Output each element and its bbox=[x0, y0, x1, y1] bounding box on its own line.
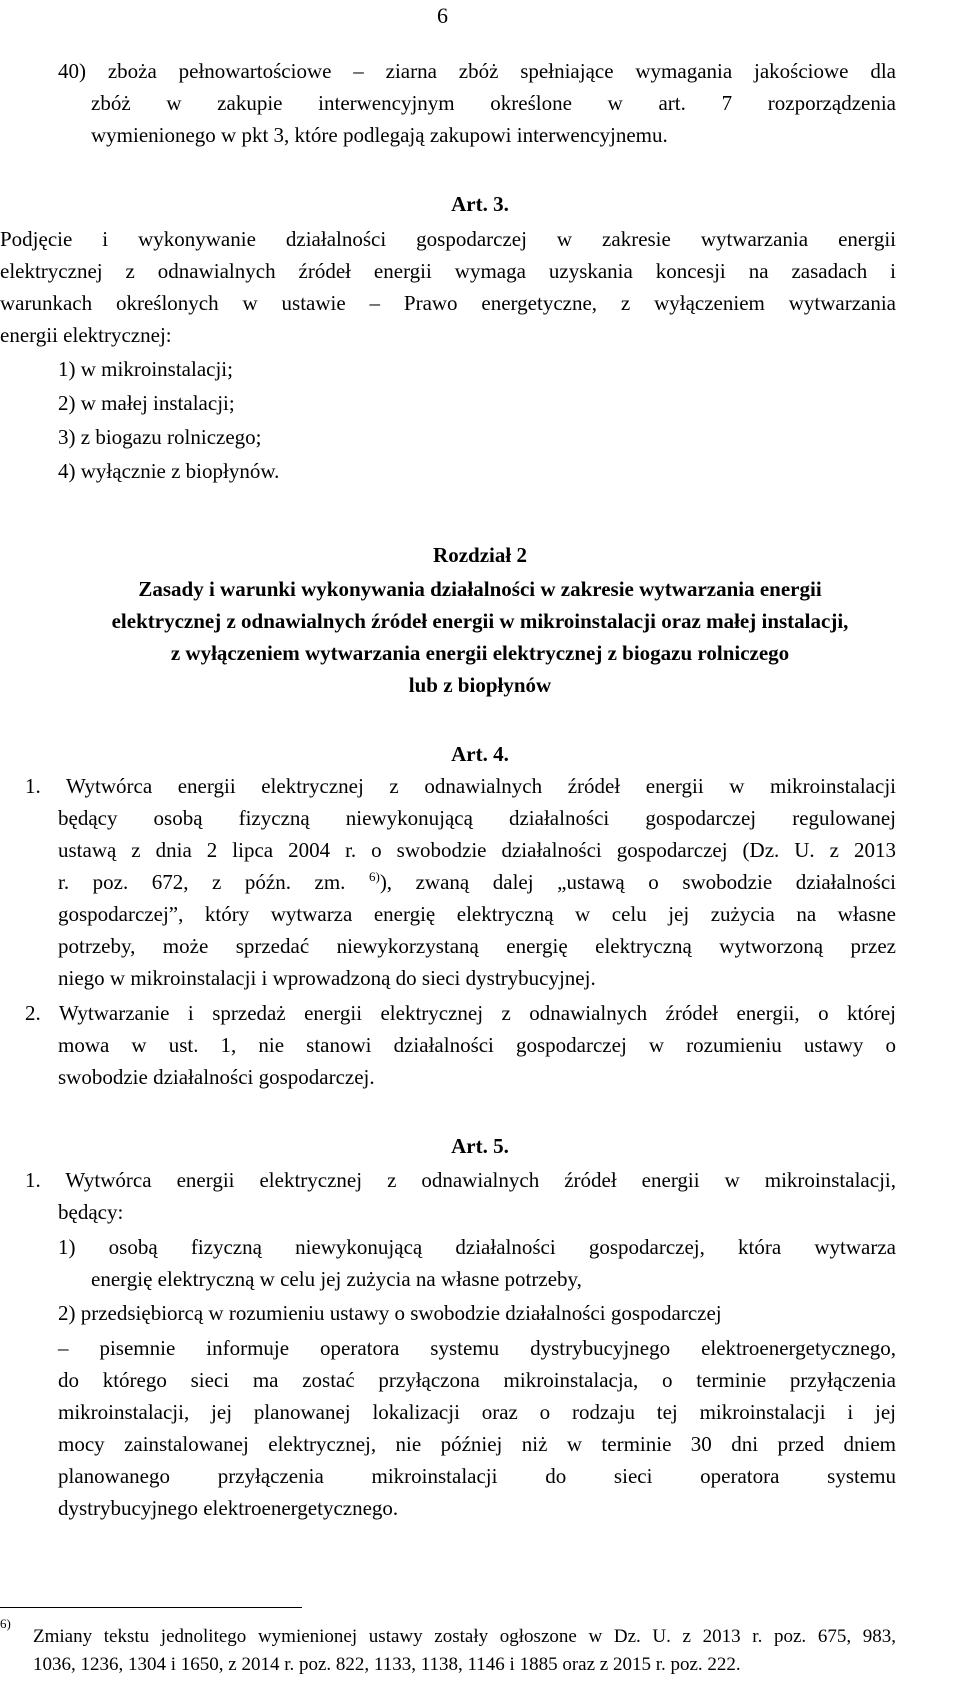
footnote-separator bbox=[0, 1607, 302, 1608]
chapter-label: Rozdział 2 bbox=[433, 543, 527, 567]
footnote-marker: 6) bbox=[0, 1616, 11, 1631]
article-4-p1-line-1: 1. Wytwórca energii elektrycznej z odnawialnych źródeł energii w mikroinstalacji bbox=[25, 774, 896, 798]
article-5-item-1-line-1: 1) osobą fizyczną niewykonującą działalności gospodarczej, która wytwarza bbox=[58, 1235, 896, 1259]
article-5-p1-line-2: będący: bbox=[58, 1200, 124, 1224]
article-5-item-1-line-2: energię elektryczną w celu jej zużycia na własne potrzeby, bbox=[91, 1267, 582, 1291]
chapter-title-line-2: elektrycznej z odnawialnych źródeł energii w mikroinstalacji oraz małej instalacji, bbox=[111, 609, 849, 633]
article-5-tail-line-2: do którego sieci ma zostać przyłączona mikroinstalacja, o terminie przyłączenia bbox=[58, 1368, 896, 1392]
page-number: 6 bbox=[437, 3, 448, 28]
article-4-p2-line-3: swobodzie działalności gospodarczej. bbox=[58, 1065, 375, 1089]
article-3-line-2: elektrycznej z odnawialnych źródeł energii wymaga uzyskania koncesji na zasadach i bbox=[0, 259, 896, 283]
article-5-tail-line-6: dystrybucyjnego elektroenergetycznego. bbox=[58, 1496, 399, 1520]
article-5-tail-line-1: – pisemnie informuje operatora systemu dystrybucyjnego elektroenergetycznego, bbox=[58, 1336, 896, 1360]
article-3-line-1: Podjęcie i wykonywanie działalności gospodarczej w zakresie wytwarzania energii bbox=[0, 227, 896, 251]
article-3-line-3: warunkach określonych w ustawie – Prawo energetyczne, z wyłączeniem wytwarzania bbox=[0, 291, 896, 315]
chapter-title-line-4: lub z biopłynów bbox=[408, 673, 552, 697]
article-5-tail-line-3: mikroinstalacji, jej planowanej lokalizacji oraz o rodzaju tej mikroinstalacji i jej bbox=[58, 1400, 896, 1424]
footnote-line-1: Zmiany tekstu jednolitego wymienionej ustawy zostały ogłoszone w Dz. U. z 2013 r. poz. 675, 983, bbox=[33, 1626, 896, 1647]
article-5-item-2-line-1: 2) przedsiębiorcą w rozumieniu ustawy o swobodzie działalności gospodarczej bbox=[58, 1301, 722, 1325]
chapter-title-line-1: Zasady i warunki wykonywania działalności w zakresie wytwarzania energii bbox=[138, 577, 822, 601]
footnote-line-2: 1036, 1236, 1304 i 1650, z 2014 r. poz. 822, 1133, 1138, 1146 i 1885 oraz z 2015 r. poz. 222. bbox=[33, 1654, 741, 1675]
article-4-p1-line-5: gospodarczej”, który wytwarza energię elektryczną w celu jej zużycia na własne bbox=[58, 902, 896, 926]
article-4-p2-line-1: 2. Wytwarzanie i sprzedaż energii elektrycznej z odnawialnych źródeł energii, o której bbox=[25, 1001, 896, 1025]
article-4-p1-line-6: potrzeby, może sprzedać niewykorzystaną energię elektryczną wytworzoną przez bbox=[58, 934, 896, 958]
article-4-p1-line-3: ustawą z dnia 2 lipca 2004 r. o swobodzie działalności gospodarczej (Dz. U. z 2013 bbox=[58, 838, 896, 862]
article-5-tail-line-4: mocy zainstalowanej elektrycznej, nie później niż w terminie 30 dni przed dniem bbox=[58, 1432, 896, 1456]
article-5-p1-line-1: 1. Wytwórca energii elektrycznej z odnawialnych źródeł energii w mikroinstalacji, bbox=[25, 1168, 896, 1192]
article-3-item-3: 3) z biogazu rolniczego; bbox=[58, 425, 262, 449]
article-5-tail-line-5: planowanego przyłączenia mikroinstalacji do sieci operatora systemu bbox=[58, 1464, 896, 1488]
point-40-line-3: wymienionego w pkt 3, które podlegają zakupowi interwencyjnemu. bbox=[91, 123, 668, 147]
article-3-item-4: 4) wyłącznie z biopłynów. bbox=[58, 459, 280, 483]
chapter-title-line-3: z wyłączeniem wytwarzania energii elektrycznej z biogazu rolniczego bbox=[170, 641, 790, 665]
point-40-line-1: 40) zboża pełnowartościowe – ziarna zbóż spełniające wymagania jakościowe dla bbox=[58, 59, 896, 83]
article-3-item-2: 2) w małej instalacji; bbox=[58, 391, 235, 415]
article-3-line-4: energii elektrycznej: bbox=[0, 323, 172, 347]
article-4-p2-line-2: mowa w ust. 1, nie stanowi działalności gospodarczej w rozumieniu ustawy o bbox=[58, 1033, 896, 1057]
article-4-heading: Art. 4. bbox=[451, 742, 509, 766]
article-4-p1-line-2: będący osobą fizyczną niewykonującą działalności gospodarczej regulowanej bbox=[58, 806, 896, 830]
article-5-heading: Art. 5. bbox=[451, 1134, 509, 1158]
article-3-item-1: 1) w mikroinstalacji; bbox=[58, 357, 233, 381]
footnote-ref-6[interactable]: 6) bbox=[368, 869, 380, 884]
point-40-line-2: zbóż w zakupie interwencyjnym określone w art. 7 rozporządzenia bbox=[91, 91, 896, 115]
article-4-p1-line-4: r. poz. 672, z późn. zm. $^{6)}$), zwaną dalej „ustawą o swobodzie działalności bbox=[58, 869, 896, 894]
article-3-heading: Art. 3. bbox=[451, 192, 509, 216]
article-4-p1-line-7: niego w mikroinstalacji i wprowadzoną do sieci dystrybucyjnej. bbox=[58, 966, 596, 990]
